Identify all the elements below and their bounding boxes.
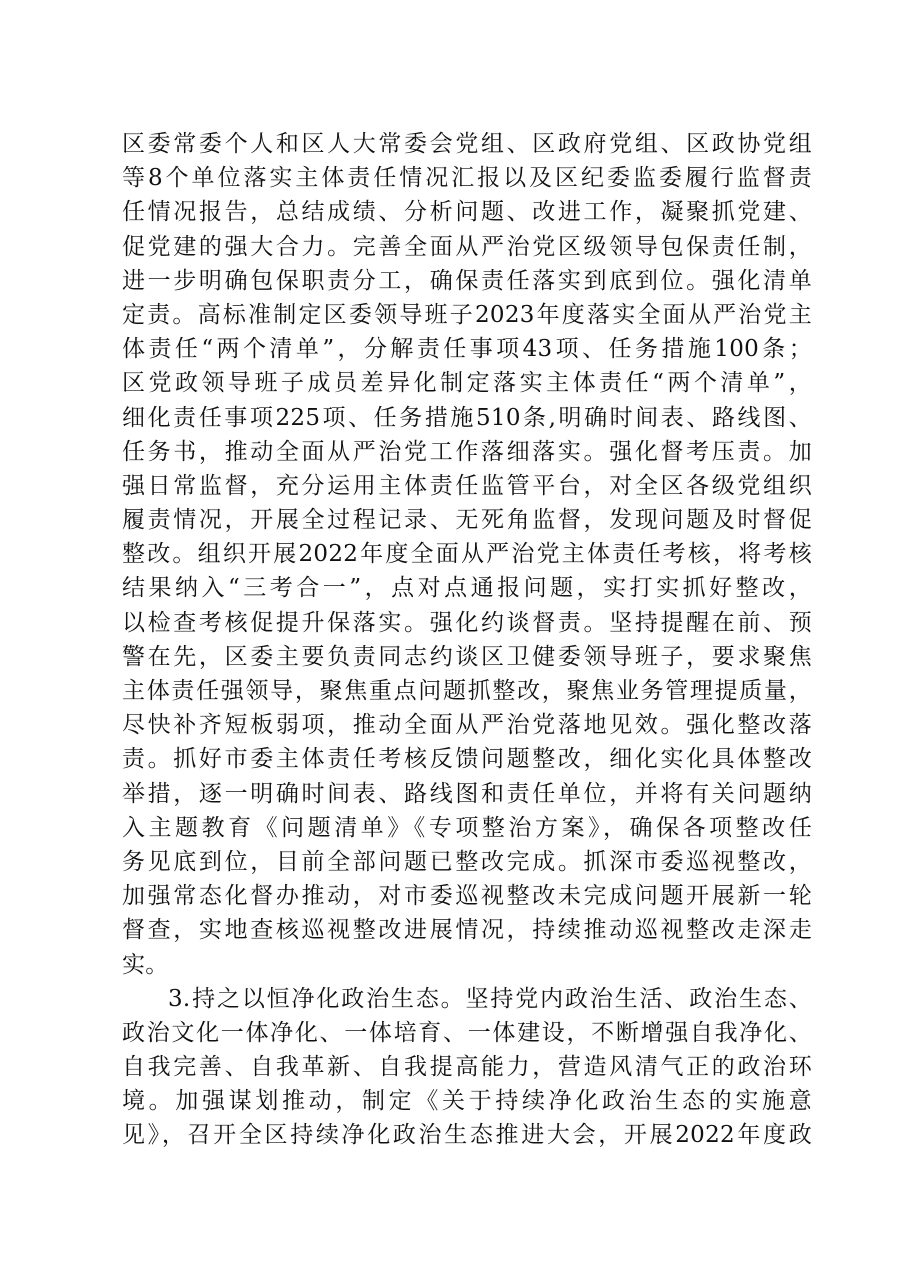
- text-line: 境。加强谋划推动，制定《关于持续净化政治生态的实施意: [122, 1088, 812, 1115]
- text-line: 入主题教育《问题清单》《专项整治方案》，确保各项整改任: [122, 814, 812, 841]
- body-text: [122, 127, 812, 1153]
- text-line: 区党政领导班子成员差异化制定落实主体责任“两个清单”，: [122, 370, 812, 397]
- text-line: 促党建的强大合力。完善全面从严治党区级领导包保责任制，: [122, 233, 812, 260]
- text-line: 政治文化一体净化、一体培育、一体建设，不断增强自我净化、: [122, 1019, 812, 1046]
- text-line: 自我完善、自我革新、自我提高能力，营造风清气正的政治环: [122, 1054, 812, 1081]
- text-line: 履责情况，开展全过程记录、无死角监督，发现问题及时督促: [122, 507, 812, 534]
- text-line-paragraph-end: 实。: [122, 951, 169, 978]
- text-line: 整改。组织开展2022年度全面从严治党主体责任考核，将考核: [122, 541, 812, 568]
- section-heading-line: 3.持之以恒净化政治生态。坚持党内政治生活、政治生态、: [168, 985, 812, 1012]
- text-line: 细化责任事项225项、任务措施510条,明确时间表、路线图、: [122, 404, 812, 431]
- text-line: 以检查考核促提升保落实。强化约谈督责。坚持提醒在前、预: [122, 609, 812, 636]
- text-line: 任情况报告，总结成绩、分析问题、改进工作，凝聚抓党建、: [122, 199, 812, 226]
- text-line: 督查，实地查核巡视整改进展情况，持续推动巡视整改走深走: [122, 917, 812, 944]
- text-line: 尽快补齐短板弱项，推动全面从严治党落地见效。强化整改落: [122, 712, 812, 739]
- text-line: 等8个单位落实主体责任情况汇报以及区纪委监委履行监督责: [122, 165, 812, 192]
- text-line: 任务书，推动全面从严治党工作落细落实。强化督考压责。加: [122, 438, 812, 465]
- text-line: 进一步明确包保职责分工，确保责任落实到底到位。强化清单: [122, 267, 812, 294]
- text-line: 体责任“两个清单”，分解责任事项43项、任务措施100条；: [122, 336, 812, 363]
- text-line: 举措，逐一明确时间表、路线图和责任单位，并将有关问题纳: [122, 780, 812, 807]
- text-line: 结果纳入“三考合一”，点对点通报问题，实打实抓好整改，: [122, 575, 812, 602]
- text-line: 见》，召开全区持续净化政治生态推进大会，开展2022年度政: [122, 1122, 812, 1149]
- text-line: 加强常态化督办推动，对市委巡视整改未完成问题开展新一轮: [122, 883, 812, 910]
- text-line: 务见底到位，目前全部问题已整改完成。抓深市委巡视整改，: [122, 848, 812, 875]
- text-line: 强日常监督，充分运用主体责任监管平台，对全区各级党组织: [122, 472, 812, 499]
- text-line: 警在先，区委主要负责同志约谈区卫健委领导班子，要求聚焦: [122, 643, 812, 670]
- text-line: 责。抓好市委主体责任考核反馈问题整改，细化实化具体整改: [122, 746, 812, 773]
- text-line: 区委常委个人和区人大常委会党组、区政府党组、区政协党组: [122, 131, 812, 157]
- text-line: 定责。高标准制定区委领导班子2023年度落实全面从严治党主: [122, 301, 812, 328]
- text-line: 主体责任强领导，聚焦重点问题抓整改，聚焦业务管理提质量，: [122, 678, 812, 704]
